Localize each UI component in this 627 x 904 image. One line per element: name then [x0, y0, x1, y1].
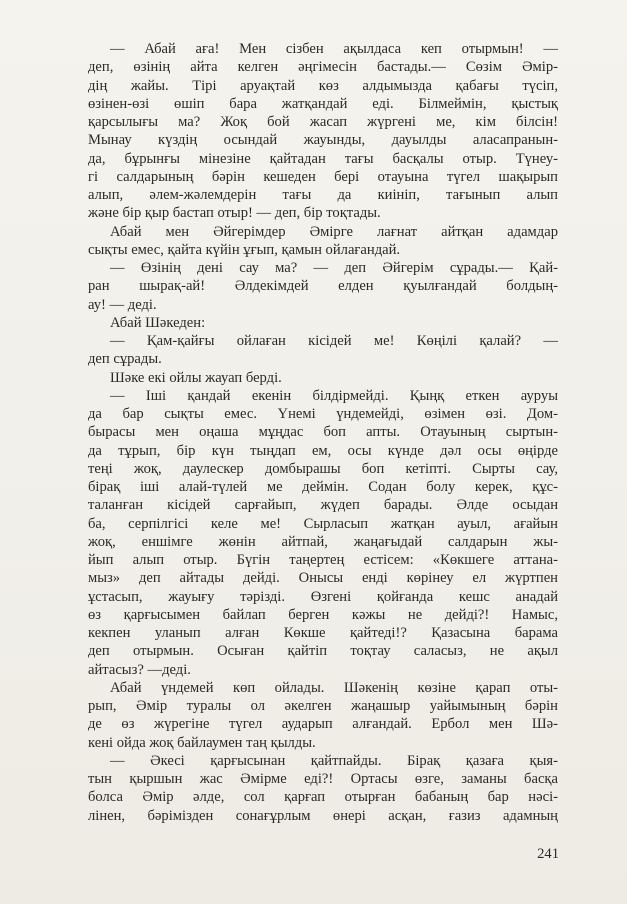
text-line: — Іші қандай екенін білдірмейді. Қыңқ еткен ауруы — [110, 387, 558, 404]
text-line: да, бұрынғы мінезіне қайтадан тағы басқалы отыр. Түнеу- — [88, 150, 558, 167]
text-line: — Қам-қайғы ойлаған кісідей ме! Көңілі қалай? — — [110, 333, 558, 349]
text-line: сықты емес, қайта күйін ұғып, қамын ойлағандай. — [88, 241, 401, 258]
text-line: деп отырмын. Осыған қайтіп тоқтау саласыз, не ақыл — [88, 643, 558, 660]
text-line: өзінен-өзі өшіп бара жатқандай еді. Білмеймін, қыстық — [88, 95, 558, 112]
text-line: рып, Әмір туралы ол әкелген жаңашыр уайымының бәрін — [88, 698, 558, 714]
text-line: тын қыршын жас Әмірме еді?! Ортасы өзге, заманы басқа — [88, 771, 558, 787]
text-line: кені ойда жоқ байлаумен таң қылды. — [88, 734, 316, 751]
text-line: ран шырақ-ай! Әлдекімдей елден қуылғандай болдың- — [88, 278, 558, 295]
text-line: болса Әмір әлде, сол қарғап отырған бабаның бар нәсі- — [88, 789, 558, 806]
text-line: деп сұрады. — [88, 351, 162, 368]
text-line: айтасыз? —деді. — [88, 661, 191, 678]
text-line: Абай Шәкеден: — [110, 314, 206, 331]
text-line: теңі жоқ, даулескер домбырашы боп кетіпті. Сырты сау, — [88, 460, 558, 477]
text-line: гі салдарының бәрін кешеден бері отауына түгел шақырып — [88, 168, 558, 185]
text-line: йып алып отыр. Бүгін таңертең естісем: «Көкшеге аттана- — [88, 552, 558, 568]
text-line: — Абай аға! Мен сізбен ақылдаса кеп отырмын! — — [110, 41, 558, 57]
text-line: алып, әлем-жәлемдерін тағы да киініп, тағынып алып — [88, 187, 558, 203]
text-line: — Әкесі қарғысынан қайтпайды. Бірақ қазаға қыя- — [110, 752, 558, 769]
text-line: деп, өзінің айта келген әңгімесін бастады.— Сөзім Әмір- — [88, 59, 558, 76]
text-line: Абай мен Әйгерімдер Әмірге лағнат айтқан адамдар — [110, 223, 558, 240]
text-line: Мынау күздің осындай жауынды, дауылды аласапранын- — [88, 132, 558, 149]
text-line: өз қарғысымен байлап берген кәжы не дейді?! Намыс, — [88, 606, 558, 623]
text-line: бірақ іші алай-түлей ме деймін. Содан болу керек, құс- — [88, 479, 558, 495]
text-line: қарсылығы ма? Жоқ бой жасап жүргені ме, кім білсін! — [88, 114, 558, 130]
text-line: Абай үндемей көп ойлады. Шәкенің көзіне қарап оты- — [110, 679, 558, 696]
text-line: кекпен уланып алған Көкше қайтеді!? Қазасына барама — [88, 625, 558, 641]
text-line: жоқ, еншімге жөнін айтпай, жаңағыдай салдарын жы- — [88, 533, 558, 550]
body-text — [88, 40, 558, 825]
page-number: 241 — [537, 846, 559, 862]
text-line: дің жайы. Тірі аруақтай көз алдымызда қабағы түсіп, — [88, 77, 558, 94]
text-line: да тұрып, бір күн тыңдап ем, осы күнде дәл осы өңірде — [88, 442, 558, 459]
text-line: мыз» деп айтады дейді. Онысы енді көрінеу ел жүртпен — [88, 570, 558, 587]
text-line: ұстасып, жауығу тәрізді. Өзгені қойғанда кешс анадай — [88, 588, 558, 605]
text-line: да бар сықты емес. Үнемі үндемейді, өзімен өзі. Дом- — [88, 406, 558, 422]
text-line: Шәке екі ойлы жауап берді. — [110, 369, 282, 386]
text-line: де өз жүрегіне түгел аударып алғандай. Ербол мен Шә- — [88, 716, 558, 733]
text-line: таланған кісідей сарғайып, жүдеп барады. Әлде осыдан — [88, 497, 558, 514]
text-line: ба, серпілгісі келе ме! Сырласып жатқан ауыл, ағайын — [88, 515, 558, 532]
text-line: ау! — деді. — [88, 296, 157, 313]
text-line: лінен, бәрімізден сонағұрлым өнері асқан, ғазиз адамның — [88, 807, 558, 824]
text-line: — Өзінің дені сау ма? — деп Әйгерім сұрады.— Қай- — [110, 260, 558, 276]
text-line: бырасы мен оңаша мұңдас боп апты. Отауының сыртын- — [88, 424, 558, 441]
text-line: және бір қыр бастап отыр! — деп, бір тоқтады. — [88, 205, 381, 222]
